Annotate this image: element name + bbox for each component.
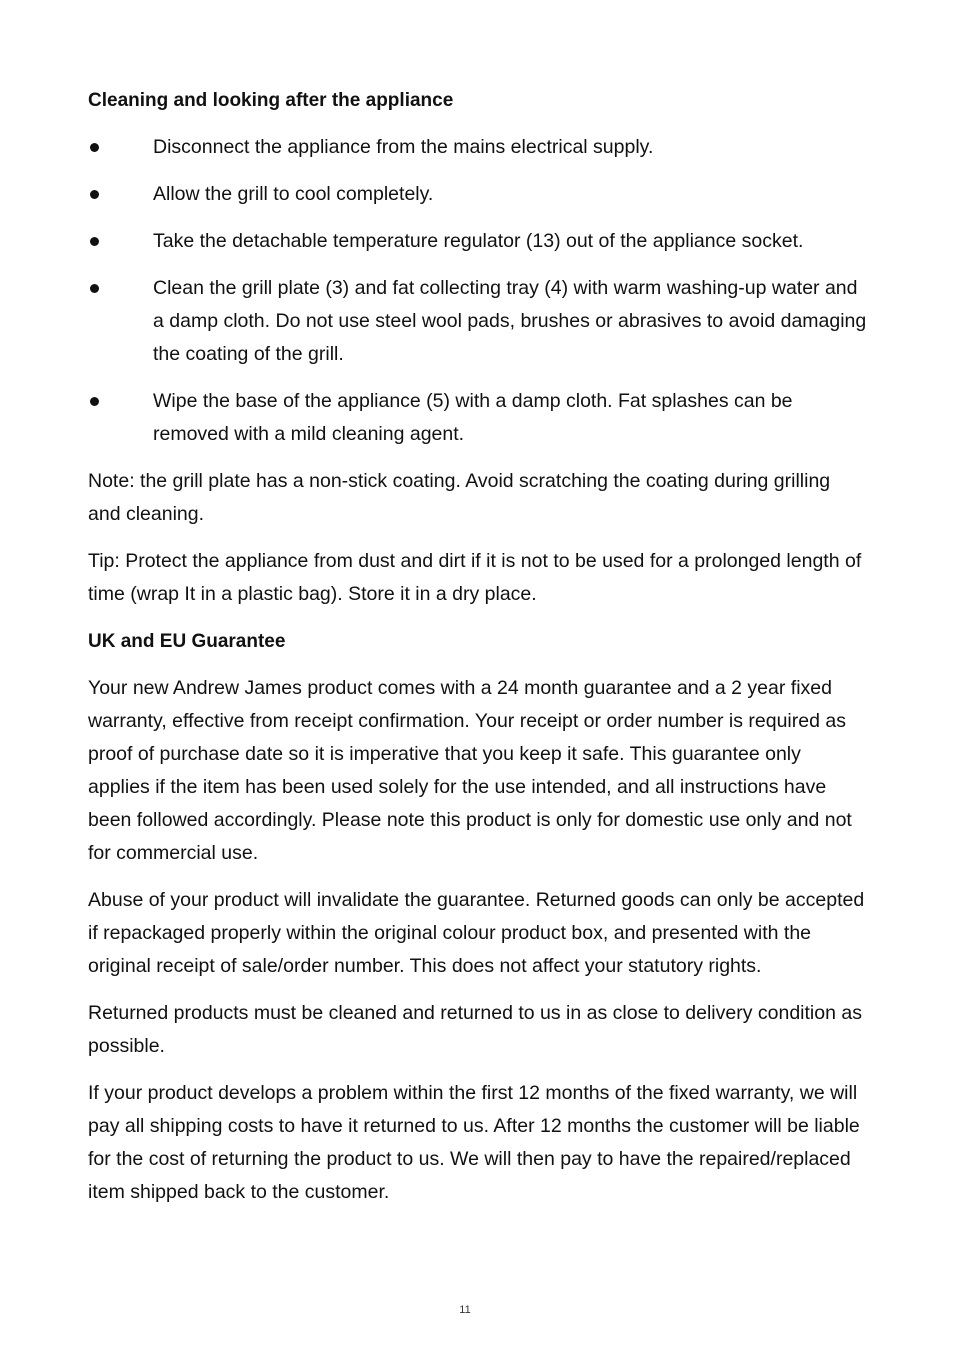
- list-item-text: Disconnect the appliance from the mains electrical supply.: [153, 136, 654, 158]
- bullet-icon: [90, 143, 99, 152]
- list-item: [88, 225, 868, 258]
- list-item: [88, 178, 868, 211]
- bullet-icon: [90, 237, 99, 246]
- note-paragraph: Note: the grill plate has a non-stick coating. Avoid scratching the coating during grilling and cleaning.: [88, 470, 831, 525]
- list-item-text: Wipe the base of the appliance (5) with a damp cloth. Fat splashes can be removed with a mild cleaning agent.: [153, 390, 793, 445]
- bullet-icon: [90, 190, 99, 199]
- list-item: [88, 272, 868, 371]
- section-heading-cleaning: Cleaning and looking after the appliance: [88, 90, 454, 111]
- bullet-icon: [90, 284, 99, 293]
- guarantee-paragraph: Abuse of your product will invalidate the guarantee. Returned goods can only be accepted if repackaged properly within the original colour product box, and presented with the original receipt of sale/order number. This does not affect your statutory rights.: [88, 889, 865, 977]
- list-item-text: Allow the grill to cool completely.: [153, 183, 434, 205]
- document-page: [88, 84, 868, 1223]
- list-item-text: Clean the grill plate (3) and fat collecting tray (4) with warm washing-up water and a damp cloth. Do not use steel wool pads, brushes or abrasives to avoid damaging the coating of the grill.: [153, 277, 867, 365]
- bullet-icon: [90, 397, 99, 406]
- list-item: [88, 131, 868, 164]
- list-item-text: Take the detachable temperature regulator (13) out of the appliance socket.: [153, 230, 804, 252]
- guarantee-paragraph: If your product develops a problem within the first 12 months of the fixed warranty, we will pay all shipping costs to have it returned to us. After 12 months the customer will be liable for the cost of returning the product to us. We will then pay to have the repaired/replaced item shipped back to the customer.: [88, 1082, 860, 1203]
- section-heading-guarantee: UK and EU Guarantee: [88, 631, 286, 652]
- page-number: 11: [459, 1304, 471, 1316]
- cleaning-steps-list: [88, 131, 868, 451]
- list-item: [88, 385, 868, 451]
- guarantee-paragraph: Your new Andrew James product comes with a 24 month guarantee and a 2 year fixed warranty, effective from receipt confirmation. Your receipt or order number is required as proof of purchase date so it is imperative that you keep it safe. This guarantee only applies if the item has been used solely for the use intended, and all instructions have been followed accordingly. Please note this product is only for domestic use only and not for commercial use.: [88, 677, 852, 864]
- tip-paragraph: Tip: Protect the appliance from dust and dirt if it is not to be used for a prolonged length of time (wrap It in a plastic bag). Store it in a dry place.: [88, 550, 862, 605]
- guarantee-paragraph: Returned products must be cleaned and returned to us in as close to delivery condition as possible.: [88, 1002, 862, 1057]
